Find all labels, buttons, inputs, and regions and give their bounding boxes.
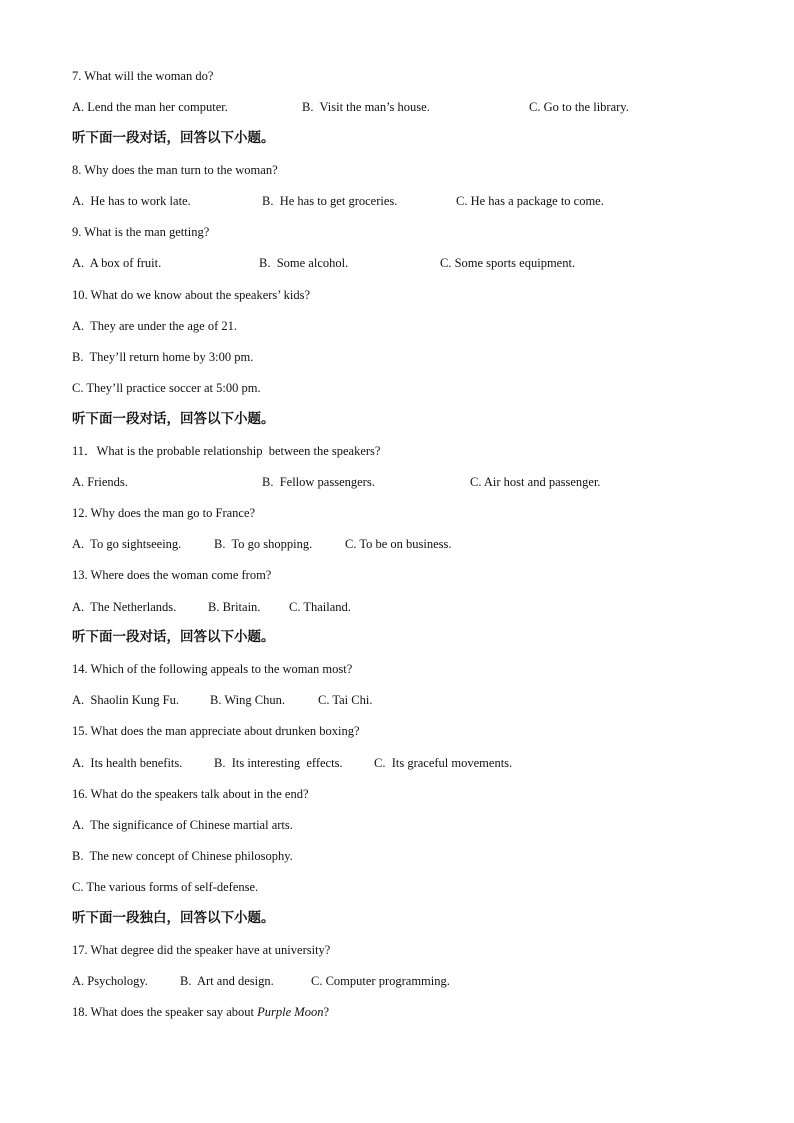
q7-option-b: B. Visit the man’s house.: [302, 100, 430, 114]
question-10: 10. What do we know about the speakers’ kids?: [72, 288, 311, 302]
section-header-4: 听下面一段独白，回答以下小题。: [72, 910, 275, 926]
q7-option-a: A. Lend the man her computer.: [72, 100, 228, 114]
q12-option-a: A. To go sightseeing.: [72, 537, 182, 551]
q9-option-b: B. Some alcohol.: [259, 256, 349, 270]
question-11: 11．What is the probable relationship between the speakers?: [72, 444, 381, 458]
question-17: 17. What degree did the speaker have at university?: [72, 943, 331, 957]
question-14: 14. Which of the following appeals to the woman most?: [72, 662, 353, 676]
q13-option-a: A. The Netherlands.: [72, 600, 177, 614]
section-header-2: 听下面一段对话，回答以下小题。: [72, 411, 275, 427]
question-15: 15. What does the man appreciate about drunken boxing?: [72, 724, 360, 738]
q17-option-b: B. Art and design.: [180, 974, 274, 988]
q14-option-c: C. Tai Chi.: [318, 693, 373, 707]
q16-option-a: A. The significance of Chinese martial arts.: [72, 818, 293, 832]
q8-option-b: B. He has to get groceries.: [262, 194, 398, 208]
q10-option-a: A. They are under the age of 21.: [72, 319, 237, 333]
q11-option-a: A. Friends.: [72, 475, 128, 489]
section-header-3: 听下面一段对话，回答以下小题。: [72, 629, 275, 645]
q18-text-pre: 18. What does the speaker say about: [72, 1005, 258, 1019]
q18-text-post: ?: [323, 1005, 330, 1019]
q16-option-c: C. The various forms of self-defense.: [72, 880, 259, 894]
q14-option-b: B. Wing Chun.: [210, 693, 285, 707]
q8-option-a: A. He has to work late.: [72, 194, 191, 208]
q7-option-c: C. Go to the library.: [529, 100, 629, 114]
q16-option-b: B. The new concept of Chinese philosophy.: [72, 849, 293, 863]
q13-option-c: C. Thailand.: [289, 600, 351, 614]
question-7: 7. What will the woman do?: [72, 69, 214, 83]
question-13: 13. Where does the woman come from?: [72, 568, 272, 582]
q8-option-c: C. He has a package to come.: [456, 194, 604, 208]
q14-option-a: A. Shaolin Kung Fu.: [72, 693, 179, 707]
q15-option-c: C. Its graceful movements.: [374, 756, 513, 770]
question-16: 16. What do the speakers talk about in the end?: [72, 787, 309, 801]
q15-option-b: B. Its interesting effects.: [214, 756, 343, 770]
q13-option-b: B. Britain.: [208, 600, 261, 614]
question-8: 8. Why does the man turn to the woman?: [72, 163, 278, 177]
q12-option-b: B. To go shopping.: [214, 537, 313, 551]
q10-option-b: B. They’ll return home by 3:00 pm.: [72, 350, 254, 364]
question-12: 12. Why does the man go to France?: [72, 506, 256, 520]
q12-option-c: C. To be on business.: [345, 537, 452, 551]
q11-option-c: C. Air host and passenger.: [470, 475, 601, 489]
section-header-1: 听下面一段对话，回答以下小题。: [72, 130, 275, 146]
q15-option-a: A. Its health benefits.: [72, 756, 183, 770]
q9-option-a: A. A box of fruit.: [72, 256, 162, 270]
q11-option-b: B. Fellow passengers.: [262, 475, 375, 489]
q10-option-c: C. They’ll practice soccer at 5:00 pm.: [72, 381, 261, 395]
q18-title-italic: Purple Moon: [257, 1005, 324, 1019]
q17-option-c: C. Computer programming.: [311, 974, 450, 988]
q9-option-c: C. Some sports equipment.: [440, 256, 576, 270]
question-9: 9. What is the man getting?: [72, 225, 210, 239]
question-18: [72, 1004, 329, 1020]
q17-option-a: A. Psychology.: [72, 974, 148, 988]
